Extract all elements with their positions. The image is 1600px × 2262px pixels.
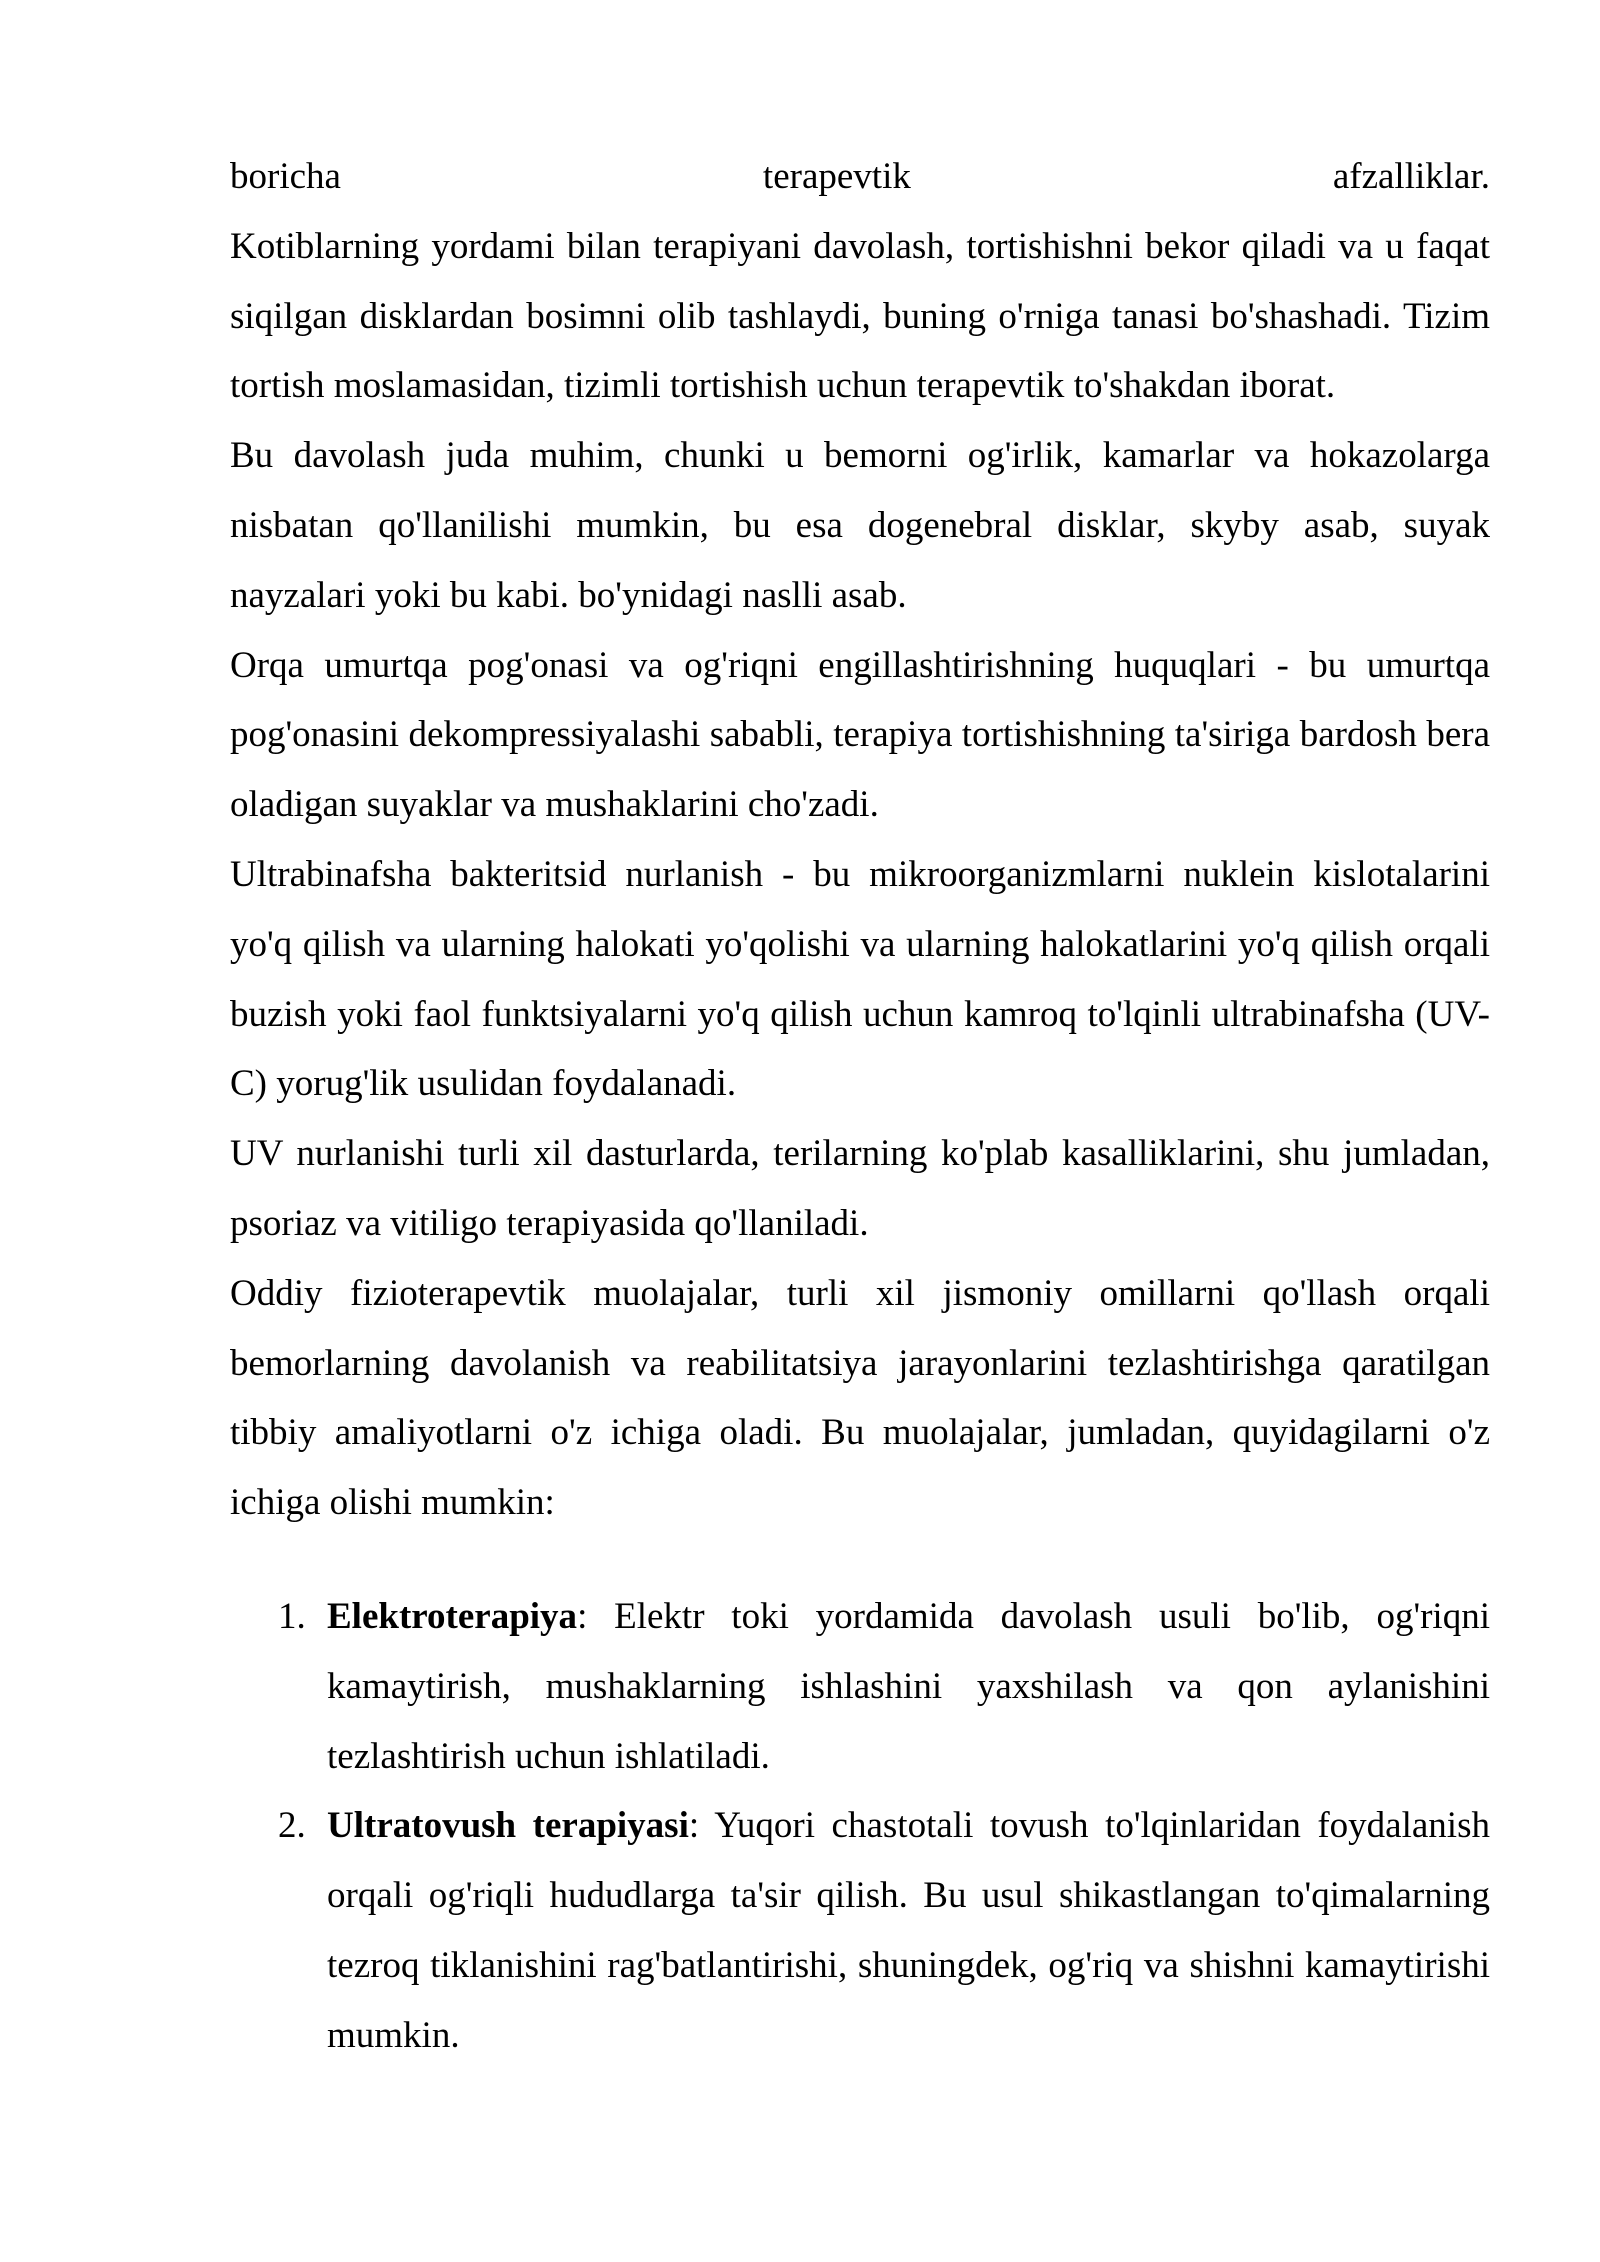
treatment-list [230,1582,1490,2071]
paragraph-7: Oddiy fizioterapevtik muolajalar, turli xil jismoniy omillarni qo'llash orqali bemorlarning davolanish va reabilitatsiya jarayonlarini tezlashtirishga qaratilgan tibbiy amaliyotlarni o'z ichiga oladi. Bu muolajalar, jumladan, quyidagilarni o'z ichiga olishi mumkin: [230,1272,1490,1524]
paragraph-5: Ultrabinafsha bakteritsid nurlanish - bu mikroorganizmlarni nuklein kislotalarini yo'q qilish va ularning halokati yo'qolishi va ularning halokatlarini yo'q qilish orqali buzish yoki faol funktsiyalarni yo'q qilish uchun kamroq to'lqinli ultrabinafsha (UV-C) yorug'lik usulidan foydalanadi. [230,853,1490,1105]
paragraph-2: Kotiblarning yordami bilan terapiyani davolash, tortishishni bekor qiladi va u faqat siqilgan disklardan bosimni olib tashlaydi, buning o'rniga tanasi bo'shashadi. Tizim tortish moslamasidan, tizimli tortishish uchun terapevtik to'shakdan iborat. [230,225,1490,407]
list-number: 1. [278,1595,306,1637]
list-text: : Yuqori chastotali tovush to'lqinlaridan foydalanish orqali og'riqli hududlarga ta'sir qilish. Bu usul shikastlangan to'qimalarning tezroq tiklanishini rag'batlantirishi, shuningdek, og'riq va shishni kamaytirishi mumkin. [327,1805,1490,2056]
document-page [230,142,1490,2071]
paragraph-3: Bu davolash juda muhim, chunki u bemorni og'irlik, kamarlar va hokazolarga nisbatan qo'llanilishi mumkin, bu esa dogenebral disklar, skyby asab, suyak nayzalari yoki bu kabi. bo'ynidagi naslli asab. [230,435,1490,616]
list-item [230,1791,1490,2070]
list-term: Elektroterapiya [327,1595,578,1637]
list-text: : Elektr toki yordamida davolash usuli bo'lib, og'riqni kamaytirish, mushaklarning ishlashini yaxshilash va qon aylanishini tezlashtirish uchun ishlatiladi. [327,1595,1490,1777]
list-term: Ultratovush terapiyasi [327,1805,689,1847]
list-number: 2. [278,1805,306,1847]
paragraph-1: boricha terapevtik afzalliklar. [230,156,1490,197]
list-item [230,1582,1490,1791]
paragraph-4: Orqa umurtqa pog'onasi va og'riqni engillashtirishning huquqlari - bu umurtqa pog'onasini dekompressiyalashi sababli, terapiya tortishishning ta'siriga bardosh bera oladigan suyaklar va mushaklarini cho'zadi. [230,644,1490,826]
paragraph-6: UV nurlanishi turli xil dasturlarda, terilarning ko'plab kasalliklarini, shu jumladan, psoriaz va vitiligo terapiyasida qo'llaniladi. [230,1133,1490,1244]
list-item-body [327,1791,1490,2070]
list-item-body [327,1582,1490,1791]
